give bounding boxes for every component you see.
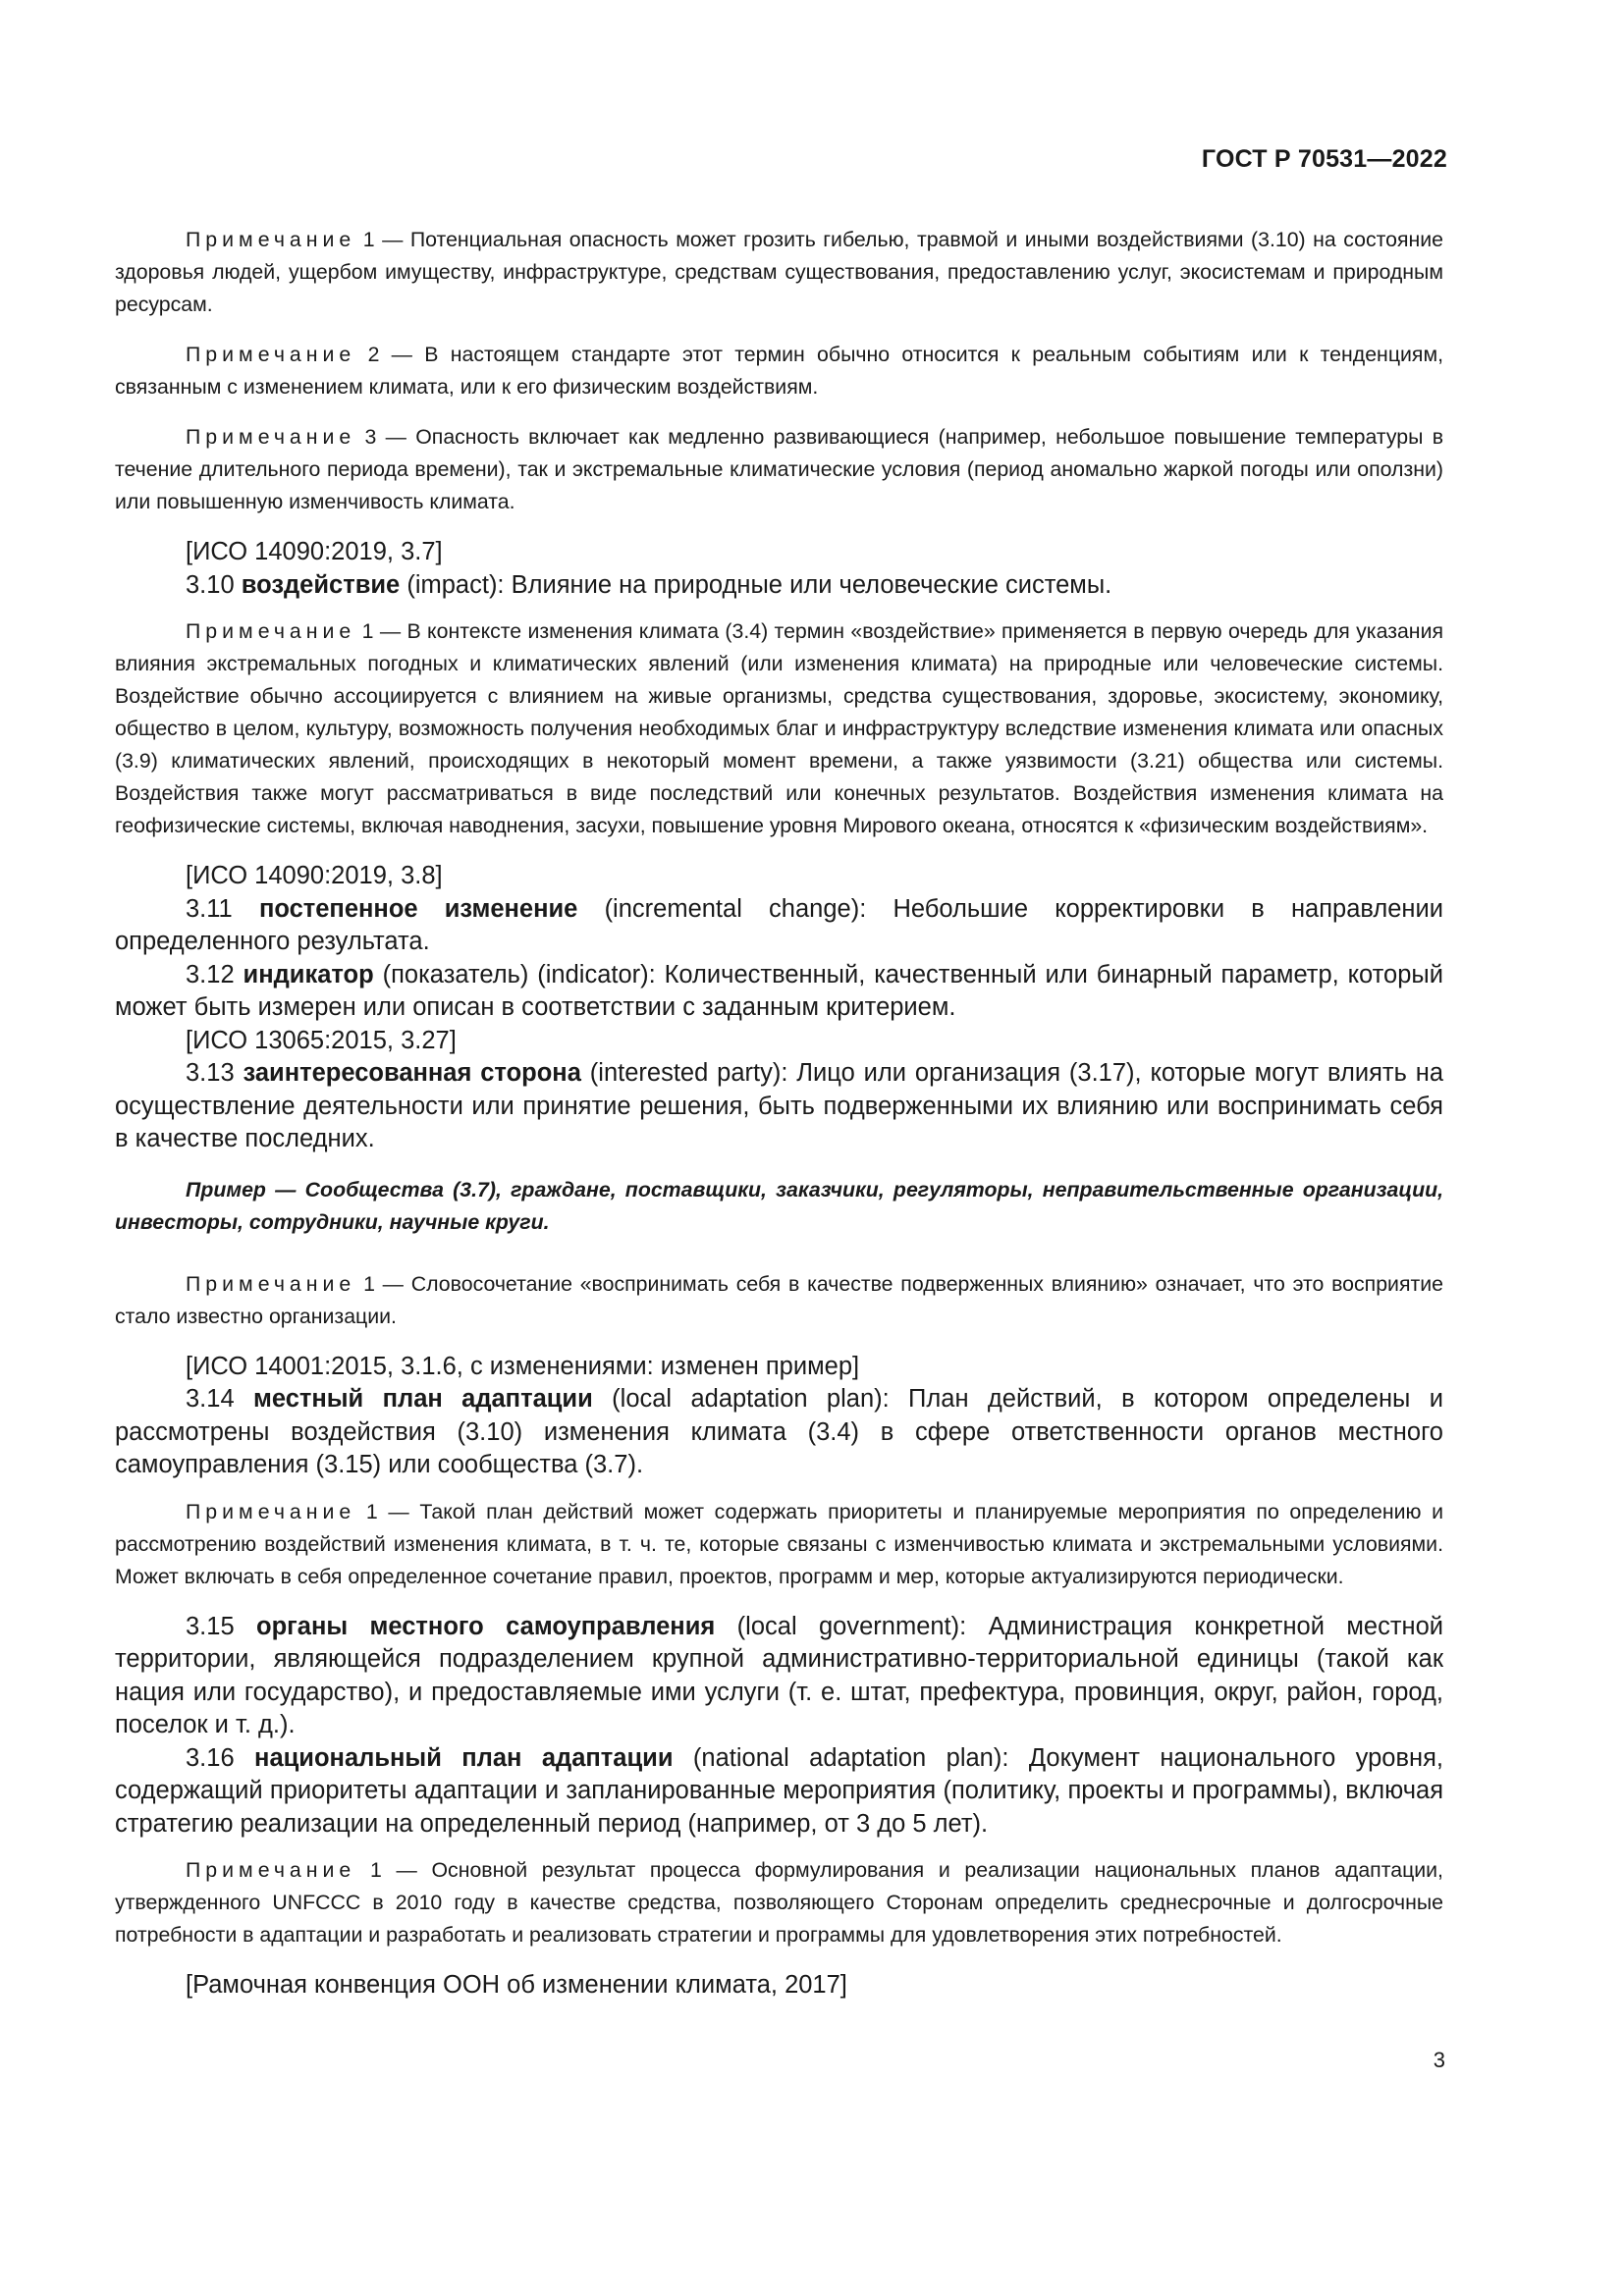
note-label: Примечание [186,619,356,643]
note-label: Примечание [186,425,356,449]
note-text: Словосочетание «воспринимать себя в качестве подверженных влиянию» означает, что это восприятие стало известно организации. [115,1271,1443,1328]
term-number: 3.16 [186,1743,235,1772]
note-hazard-3 [115,421,1443,518]
note-hazard-1 [115,224,1443,321]
term-name: заинтересованная сторона [243,1059,581,1087]
note-label: Примечание [186,1858,356,1882]
note-label: Примечание [186,343,356,366]
note-label: Примечание [186,1271,356,1296]
note-hazard-2 [115,339,1443,403]
source-reference: [Рамочная конвенция ООН об изменении климата, 2017] [186,1971,847,1999]
note-number: 1 — [369,1858,417,1882]
source-reference: [ИСО 14001:2015, 3.1.6, с изменениями: изменен пример] [186,1352,860,1380]
note-text: Потенциальная опасность может грозить гибелью, травмой и иными воздействиями (3.10) на состояние здоровья людей, ущербом имуществу, инфраструктуре, средствам существования, предоставлению услуг, экосистемам и природным ресурсам. [115,228,1443,316]
term-name: воздействие [241,570,401,599]
term-name: органы местного самоуправления [256,1612,716,1640]
term-number: 3.14 [186,1385,235,1413]
source-reference: [ИСО 13065:2015, 3.27] [186,1026,457,1054]
example-3-13 [115,1174,1443,1239]
note-text: Такой план действий может содержать приоритеты и планируемые мероприятия по определению и рассмотрению воздействий изменения климата, в т. ч. те, которые связаны с изменчивостью климата и экстремальными условиями. Может включать в себя определенное сочетание правил, проектов, программ и мер, которые актуализируются периодически. [115,1499,1444,1588]
note-text: В настоящем стандарте этот термин обычно относится к реальным событиям или к тенденциям, связанным с изменением климата, или к его физическим воздействиям. [115,343,1444,399]
note-interested-party-1 [115,1268,1443,1333]
note-label: Примечание [186,228,356,251]
note-local-plan-1 [115,1496,1443,1593]
term-name: индикатор [243,960,374,988]
source-reference: [ИСО 14090:2019, 3.8] [186,862,443,889]
source-reference: [ИСО 14090:2019, 3.7] [186,538,443,565]
term-definition: (interested party): Лицо или организация (3.17), которые могут влиять на осуществление деятельности или принятие решения, быть подверженными их влиянию или воспринимать себя в качестве последних. [115,1059,1444,1152]
term-definition: (national adaptation plan): Документ национального уровня, содержащий приоритеты адаптации и запланированные мероприятия (политику, проекты и программы), включая стратегию реализации на определенный период (например, от 3 до 5 лет). [115,1743,1443,1838]
page-number: 3 [1433,2048,1445,2072]
term-definition: (local government): Администрация конкретной местной территории, являющейся подразделением крупной административно-территориальной единицы (такой как нация или государство), и предоставляемые ими услуги (т. е. штат, префектура, провинция, округ, район, город, поселок и т. д.). [115,1612,1444,1738]
term-3-11 [115,893,1443,959]
term-3-16 [115,1742,1443,1842]
term-3-13 [115,1057,1443,1156]
term-number: 3.15 [186,1612,235,1640]
term-3-10 [115,569,1443,603]
note-text: Основной результат процесса формулирования и реализации национальных планов адаптации, утвержденного UNFCCC в 2010 году в качестве средства, позволяющего Сторонам определить среднесрочные и долгосрочные потребности в адаптации и разработать и реализовать стратегии и программы для удовлетворения этих потребностей. [115,1858,1443,1947]
note-number: 1 — [362,228,404,251]
term-number: 3.10 [186,570,235,599]
note-impact-1 [115,615,1443,842]
term-number: 3.11 [186,894,233,923]
note-text: В контексте изменения климата (3.4) термин «воздействие» применяется в первую очередь для указания влияния экстремальных погодных и климатических явлений (или изменения климата) на природные или человеческие системы. Воздействие обычно ассоциируется с влиянием на живые организмы, средства существования, здоровье, экосистему, экономику, общество в целом, культуру, возможность получения необходимых благ и инфраструктуру вследствие изменения климата или опасных (3.9) климатических явлений, происходящих в некоторый момент времени, а также уязвимости (3.21) общества или системы. Воздействия также могут рассматриваться в виде последствий или конечных результатов. Воздействия изменения климата на геофизические системы, включая наводнения, засухи, повышение уровня Мирового океана, относятся к «физическим воздействиям». [115,619,1443,837]
example-label: Пример [186,1177,266,1201]
term-number: 3.13 [186,1059,235,1087]
term-definition: (показатель) (indicator): Количественный, качественный или бинарный параметр, который может быть измерен или описан в соответствии с заданным критерием. [115,960,1443,1021]
note-label: Примечание [186,1499,356,1523]
note-text: Опасность включает как медленно развивающиеся (например, небольшое повышение температуры в течение длительного периода времени), так и экстремальные климатические условия (период аномально жаркой погоды или оползни) или повышенную изменчивость климата. [115,425,1444,513]
term-3-14 [115,1383,1443,1482]
note-number: 2 — [367,343,412,366]
note-national-plan-1 [115,1854,1443,1951]
example-text: — Сообщества (3.7), граждане, поставщики, заказчики, регуляторы, неправительственные организации, инвесторы, сотрудники, научные круги. [115,1177,1444,1234]
term-name: местный план адаптации [253,1385,593,1413]
term-3-12 [115,959,1443,1025]
document-body [115,224,1443,2002]
note-number: 3 — [364,425,406,449]
term-number: 3.12 [186,960,235,988]
term-3-15 [115,1611,1443,1742]
term-definition: (local adaptation plan): План действий, в котором определены и рассмотрены воздействия (3.10) изменения климата (3.4) в сфере ответственности органов местного самоуправления (3.15) или сообщества (3.7). [115,1385,1443,1478]
term-definition: (impact): Влияние на природные или человеческие системы. [406,570,1112,599]
note-number: 1 — [363,1271,404,1296]
term-name: национальный план адаптации [254,1743,674,1772]
document-id-header: ГОСТ Р 70531—2022 [1201,145,1447,173]
note-number: 1 — [365,1499,409,1523]
term-definition: (incremental change): Небольшие корректировки в направлении определенного результата. [115,894,1443,955]
term-name: постепенное изменение [258,894,578,923]
note-number: 1 — [361,619,402,643]
